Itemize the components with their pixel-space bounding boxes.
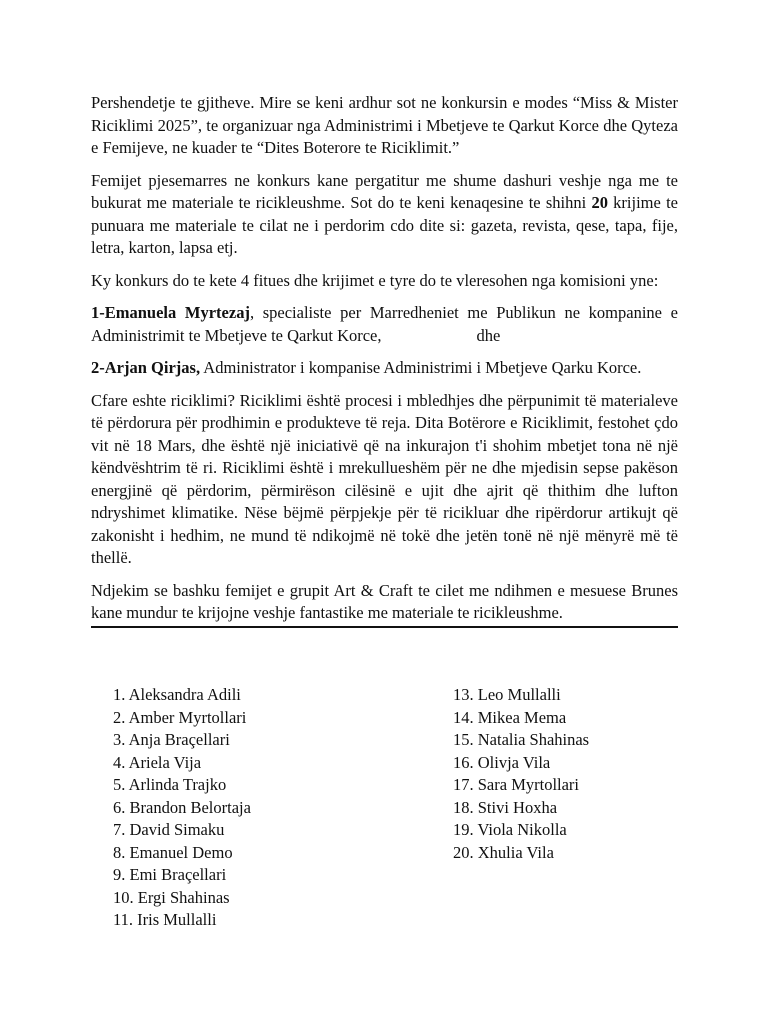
families-text-before: Femijet pjesemarres ne konkurs kane pergatitur me shume dashuri veshje nga me te bukurat me materiale te ricikleushme. Sot do te keni kenaqesine te shihni — [91, 170, 678, 212]
winners-paragraph: Ky konkurs do te kete 4 fitues dhe krijimet e tyre do te vleresohen nga komisioni yne: — [91, 270, 659, 290]
document-body — [91, 92, 678, 628]
list-item: 9. Emi Braçellari — [113, 865, 227, 884]
list-item: 3. Anja Braçellari — [113, 730, 230, 749]
list-item: 13. Leo Mullalli — [453, 685, 561, 704]
list-item: 6. Brandon Belortaja — [113, 797, 251, 817]
jury-member-1-desc: , specialiste per Marredheniet me Publikun ne kompanine e Administrimit te Mbetjeve te Qarkut Korce, — [91, 303, 678, 345]
list-item: 15. Natalia Shahinas — [453, 730, 590, 749]
list-item: 1. Aleksandra Adili — [113, 685, 241, 704]
list-item: 17. Sara Myrtollari — [453, 775, 580, 794]
art-craft-paragraph: Ndjekim se bashku femijet e grupit Art & Craft te cilet me ndihmen e mesuese Brunes kane mundur te krijojne veshje fantastike me materiale te ricikleushme. — [91, 580, 678, 628]
list-item: 8. Emanuel Demo — [113, 842, 233, 862]
list-item: 2. Amber Myrtollari — [113, 707, 247, 727]
list-item: 14. Mikea Mema — [453, 707, 567, 727]
list-item: 18. Stivi Hoxha — [453, 797, 558, 817]
list-item: 20. Xhulia Vila — [453, 842, 554, 862]
participants-column-right — [453, 684, 589, 864]
list-item: 19. Viola Nikolla — [453, 820, 567, 839]
about-recycling-paragraph: Cfare eshte riciklimi? Riciklimi është procesi i mbledhjes dhe përpunimit të materialeve të përdorura për prodhimin e produkteve të reja. Dita Botërore e Riciklimit, festohet çdo vit në 18 Mars, dhe është një iniciativë që na inkurajon t'i shohim mbetjet tona në një këndvështrim të ri. Riciklimi është i mrekullueshëm për ne dhe mjedisin sepse pakëson energjinë që përdorim, përmirëson cilësinë e ujit dhe ajrit që thithim dhe lufton ndryshimet klimatike. Nëse bëjmë përpjekje për të ricikluar dhe ripërdorur artikujt që zakonisht i hedhim, ne mund të ndikojmë në tokë dhe jetën tonë në një mënyrë më të thellë. — [91, 390, 678, 567]
jury-member-1-name: 1-Emanuela Myrtezaj — [91, 303, 250, 322]
list-item: 10. Ergi Shahinas — [113, 887, 230, 907]
jury-member-2 — [91, 357, 678, 380]
jury-member-2-name: 2-Arjan Qirjas, — [91, 358, 201, 377]
list-item: 11. Iris Mullalli — [113, 910, 217, 929]
jury-member-2-desc: Administrator i kompanise Administrimi i Mbetjeve Qarku Korce. — [200, 358, 642, 377]
list-item: 7. David Simaku — [113, 820, 225, 839]
families-text-after: krijime te punuara me materiale te cilat ne i perdorim cdo dite si: gazeta, revista, qese, tapa, fije, letra, karton, lapsa etj. — [91, 193, 678, 257]
list-item: 5. Arlinda Trajko — [113, 775, 227, 794]
jury-conjunction: dhe — [476, 325, 501, 345]
creations-count: 20 — [591, 193, 608, 212]
intro-paragraph: Pershendetje te gjitheve. Mire se keni ardhur sot ne konkursin e modes “Miss & Mister Riciklimi 2025”, te organizuar nga Administrimi i Mbetjeve te Qarkut Korce dhe Qyteza e Femijeve, ne kuader te “Dites Boterore te Riciklimit.” — [91, 93, 678, 157]
list-item: 4. Ariela Vija — [113, 752, 202, 772]
jury-member-1 — [91, 302, 678, 347]
families-paragraph — [91, 170, 678, 260]
participants-column-left — [113, 684, 251, 932]
list-item: 16. Olivja Vila — [453, 752, 551, 772]
